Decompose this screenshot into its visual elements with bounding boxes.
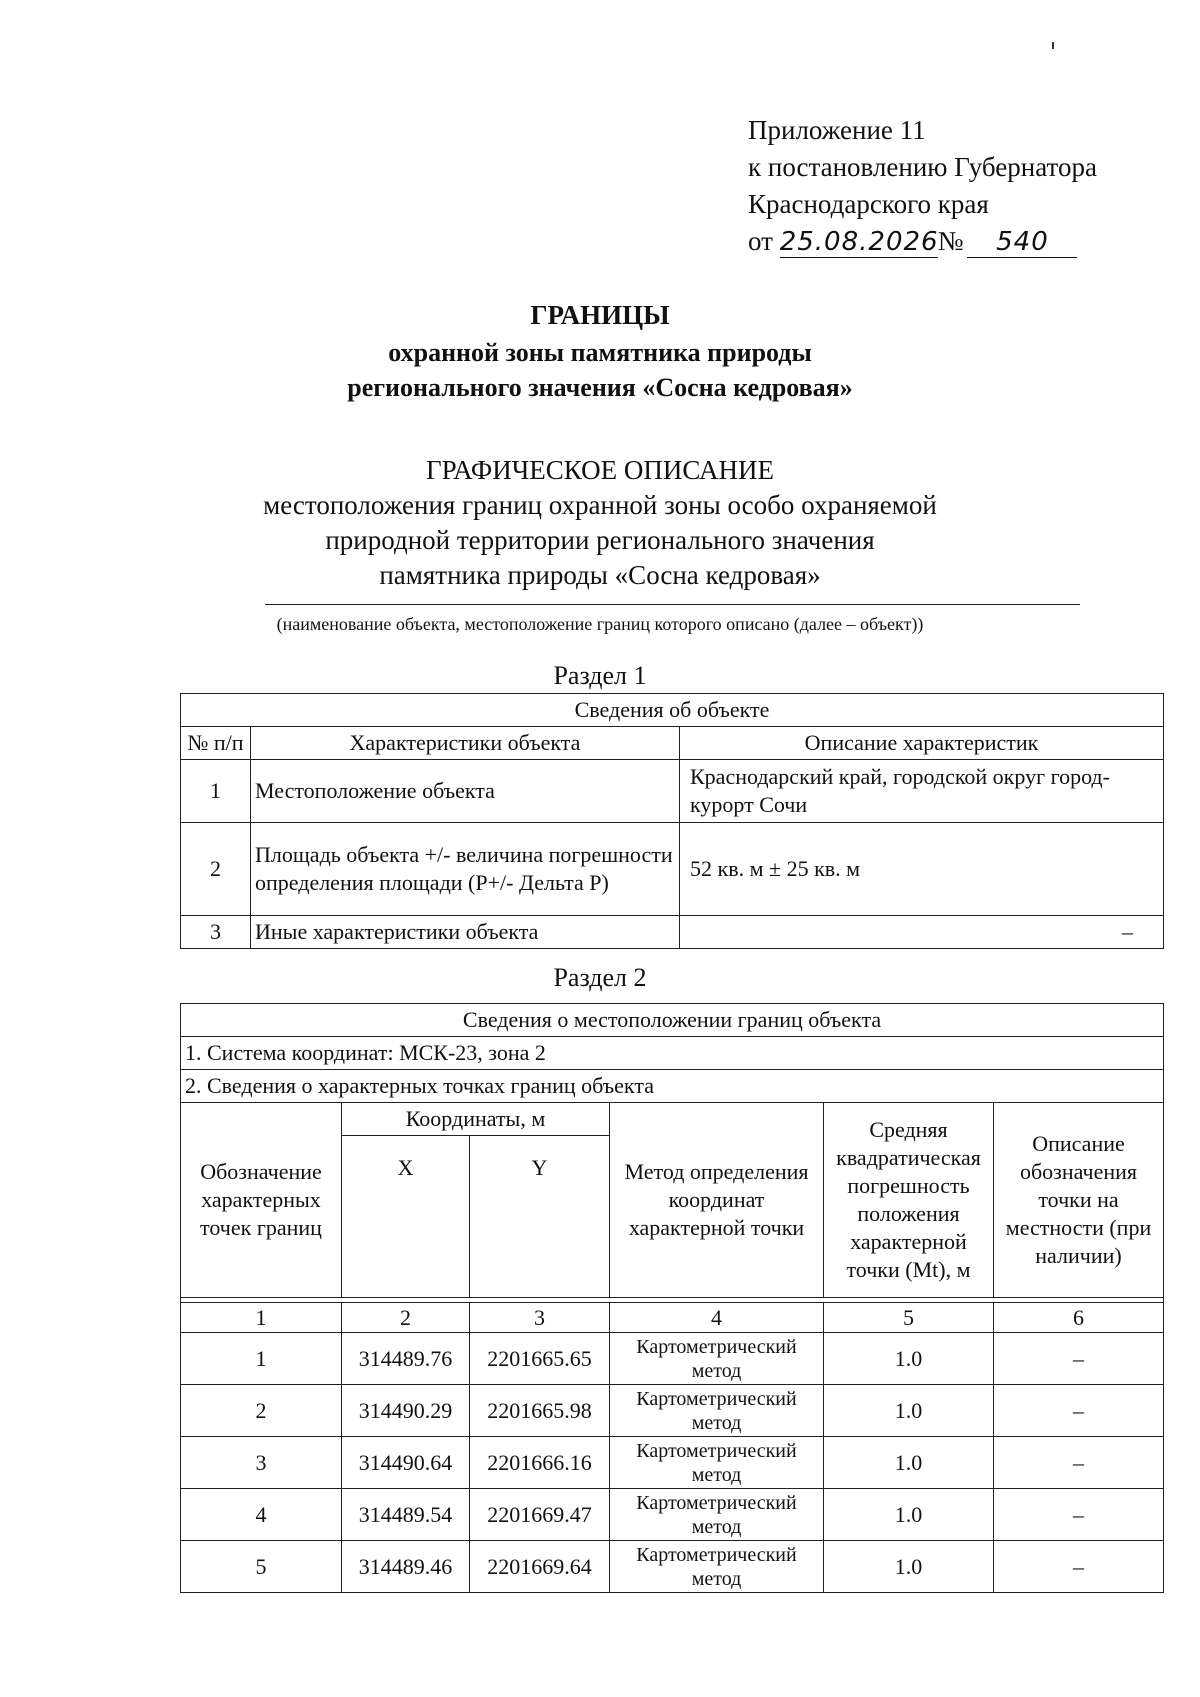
row-value: Краснодарский край, городской округ город-курорт Сочи: [680, 760, 1164, 823]
header-desc: Описание обозначения точки на местности (при наличии): [994, 1103, 1164, 1298]
point-x: 314489.76: [342, 1333, 470, 1385]
point-desc: –: [994, 1541, 1164, 1593]
graphic-line-1: местоположения границ охранной зоны особо охраняемой: [263, 490, 937, 520]
table-row: [181, 1489, 1164, 1541]
point-x: 314490.64: [342, 1437, 470, 1489]
point-desc: –: [994, 1333, 1164, 1385]
appendix-line-2: к постановлению Губернатора: [748, 152, 1097, 182]
point-x: 314489.54: [342, 1489, 470, 1541]
table-row: [181, 823, 1164, 916]
graphic-line-3: памятника природы «Сосна кедровая»: [379, 560, 821, 590]
document-title: ГРАНИЦЫ: [530, 300, 670, 330]
table-row: [181, 1541, 1164, 1593]
point-method: Картометрический метод: [610, 1385, 824, 1437]
row-value: –: [680, 916, 1164, 949]
point-y: 2201669.47: [470, 1489, 610, 1541]
col-number: 4: [610, 1303, 824, 1333]
graphic-line-2: природной территории регионального значения: [325, 525, 875, 555]
document-subtitle-1: охранной зоны памятника природы: [388, 338, 812, 367]
row-number: 2: [181, 823, 251, 916]
point-number: 1: [181, 1333, 342, 1385]
object-name-caption: (наименование объекта, местоположение границ которого описано (далее – объект)): [276, 614, 924, 634]
point-mt: 1.0: [824, 1437, 994, 1489]
header-description: Описание характеристик: [680, 727, 1164, 760]
header-characteristic: Характеристики объекта: [251, 727, 680, 760]
row-characteristic: Площадь объекта +/- величина погрешности определения площади (Р+/- Дельта Р): [251, 823, 680, 916]
coordinate-system: 1. Система координат: МСК-23, зона 2: [181, 1037, 1164, 1070]
col-number: 2: [342, 1303, 470, 1333]
scan-mark: [1052, 42, 1054, 49]
point-y: 2201669.64: [470, 1541, 610, 1593]
point-method: Картометрический метод: [610, 1333, 824, 1385]
point-mt: 1.0: [824, 1489, 994, 1541]
header-x: X: [342, 1136, 470, 1298]
col-number: 1: [181, 1303, 342, 1333]
point-number: 2: [181, 1385, 342, 1437]
row-characteristic: Иные характеристики объекта: [251, 916, 680, 949]
table-row: [181, 760, 1164, 823]
point-desc: –: [994, 1489, 1164, 1541]
point-mt: 1.0: [824, 1541, 994, 1593]
point-number: 3: [181, 1437, 342, 1489]
point-number: 5: [181, 1541, 342, 1593]
table-row: [181, 916, 1164, 949]
boundary-table-title: Сведения о местоположении границ объекта: [181, 1004, 1164, 1037]
appendix-line-1: Приложение 11: [748, 115, 926, 145]
section-1-title: Раздел 1: [553, 661, 647, 690]
point-number: 4: [181, 1489, 342, 1541]
header-error: Средняя квадратическая погрешность положения характерной точки (Mt), м: [824, 1103, 994, 1298]
point-x: 314490.29: [342, 1385, 470, 1437]
row-characteristic: Местоположение объекта: [251, 760, 680, 823]
point-method: Картометрический метод: [610, 1437, 824, 1489]
header-point: Обозначение характерных точек границ: [181, 1103, 342, 1298]
point-desc: –: [994, 1385, 1164, 1437]
row-number: 3: [181, 916, 251, 949]
point-method: Картометрический метод: [610, 1489, 824, 1541]
point-y: 2201665.65: [470, 1333, 610, 1385]
points-section-title: 2. Сведения о характерных точках границ объекта: [181, 1070, 1164, 1103]
appendix-date: 25.08.2026: [779, 227, 939, 257]
point-desc: –: [994, 1437, 1164, 1489]
appendix-date-line: [748, 223, 1097, 260]
point-mt: 1.0: [824, 1333, 994, 1385]
table-row: [181, 1385, 1164, 1437]
object-name-rule: [265, 604, 1080, 605]
col-number: 6: [994, 1303, 1164, 1333]
column-number-row: [181, 1303, 1164, 1333]
col-number: 5: [824, 1303, 994, 1333]
appendix-line-3: Краснодарского края: [748, 189, 989, 219]
header-y: Y: [470, 1136, 610, 1298]
table-row: [181, 1437, 1164, 1489]
appendix-prefix: от: [748, 226, 773, 256]
row-value: 52 кв. м ± 25 кв. м: [680, 823, 1164, 916]
object-info-table-title: Сведения об объекте: [181, 694, 1164, 727]
point-method: Картометрический метод: [610, 1541, 824, 1593]
point-y: 2201666.16: [470, 1437, 610, 1489]
point-y: 2201665.98: [470, 1385, 610, 1437]
col-number: 3: [470, 1303, 610, 1333]
header-number: № п/п: [181, 727, 251, 760]
appendix-number: 540: [967, 227, 1077, 258]
table-row: [181, 1333, 1164, 1385]
point-x: 314489.46: [342, 1541, 470, 1593]
point-mt: 1.0: [824, 1385, 994, 1437]
header-coordinates: Координаты, м: [342, 1103, 610, 1136]
boundary-points-table: [180, 1003, 1164, 1593]
object-info-table: [180, 693, 1164, 949]
document-subtitle-2: регионального значения «Сосна кедровая»: [347, 373, 853, 402]
appendix-number-label: №: [937, 226, 964, 256]
row-number: 1: [181, 760, 251, 823]
graphic-heading: ГРАФИЧЕСКОЕ ОПИСАНИЕ: [425, 455, 775, 485]
appendix-block: [748, 112, 1097, 260]
header-method: Метод определения координат характерной точки: [610, 1103, 824, 1298]
section-2-title: Раздел 2: [553, 963, 647, 992]
